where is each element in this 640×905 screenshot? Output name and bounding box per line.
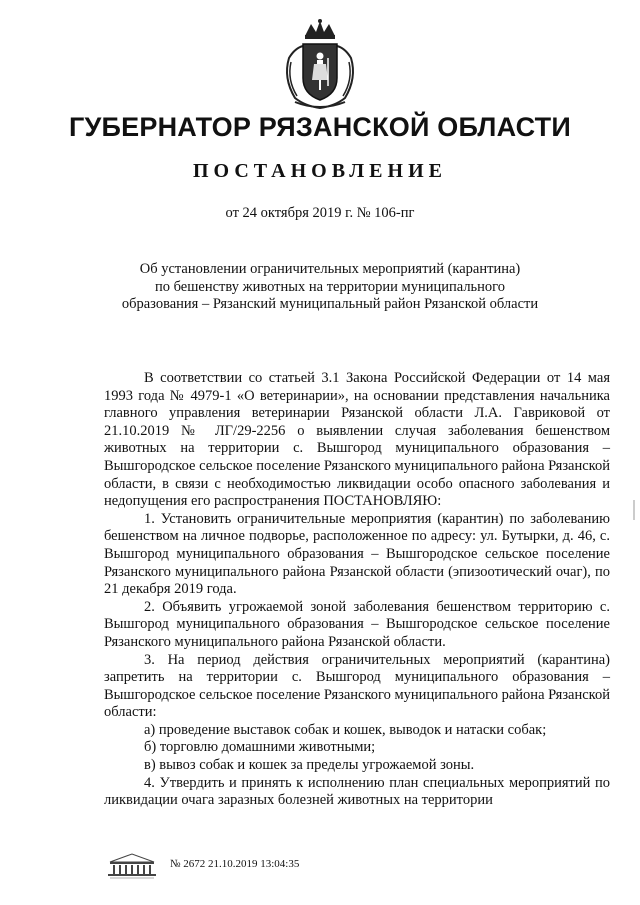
clause-2: 2. Объявить угрожаемой зоной заболевания бешенством территорию с. Вышгород муниципального образования – Вышгородское сельское поселение Рязанского муниципального района Рязанской области.	[104, 598, 610, 650]
margin-mark	[632, 500, 636, 520]
registration-footer	[104, 852, 464, 880]
clause-3-item-a: а) проведение выставок собак и кошек, выводок и натаски собак;	[144, 721, 547, 738]
clause-3-item-b: б) торговлю домашними животными;	[144, 739, 376, 756]
registration-number: № 2672 21.10.2019 13:04:35	[170, 858, 300, 870]
document-date-number: от 24 октября 2019 г. № 106-пг	[225, 205, 415, 221]
subject-line: по бешенству животных на территории муниципального	[154, 278, 506, 295]
government-building-stamp-icon	[104, 852, 160, 880]
document-type: ПОСТАНОВЛЕНИЕ	[193, 160, 447, 182]
clause-1: 1. Установить ограничительные мероприятия (карантин) по заболеванию бешенством на личное подворье, расположенное по адресу: ул. Бутырки, д. 46, с. Вышгород муниципального образования – Вышгородское сельское поселение Рязанского муниципального района Рязанской области (эпизоотический очаг), по 21 декабря 2019 года.	[104, 510, 610, 598]
authority-title: ГУБЕРНАТОР РЯЗАНСКОЙ ОБЛАСТИ	[69, 112, 571, 142]
clause-3-item-c: в) вывоз собак и кошек за пределы угрожаемой зоны.	[144, 757, 475, 774]
clause-3: 3. На период действия ограничительных мероприятий (карантина) запретить на территории с. Вышгород муниципального образования – Вышгородское сельское поселение Рязанского муниципального района Рязанской области:	[104, 651, 610, 721]
document-subject	[100, 261, 560, 314]
ryazan-coat-of-arms-icon	[281, 18, 359, 110]
preamble-paragraph: В соответствии со статьей 3.1 Закона Российской Федерации от 14 мая 1993 года № 4979-1 «О ветеринарии», на основании представления начальника главного управления ветеринарии Рязанской области Л.А. Гавриковой от 21.10.2019 № ЛГ/29-2256 о выявлении случая заболевания бешенством животных на территории с. Вышгород муниципального образования – Вышгородское сельское поселение Рязанского муниципального района Рязанской области, в связи с необходимостью ликвидации особо опасного заболевания и недопущения его распространения ПОСТАНОВЛЯЮ:	[104, 370, 610, 510]
subject-line: Об установлении ограничительных мероприятий (карантина)	[139, 261, 521, 277]
clause-4: 4. Утвердить и принять к исполнению план специальных мероприятий по ликвидации очага заразных болезней животных на территории	[104, 774, 610, 809]
subject-line: образования – Рязанский муниципальный район Рязанской области	[121, 296, 539, 312]
document-body	[104, 370, 610, 810]
